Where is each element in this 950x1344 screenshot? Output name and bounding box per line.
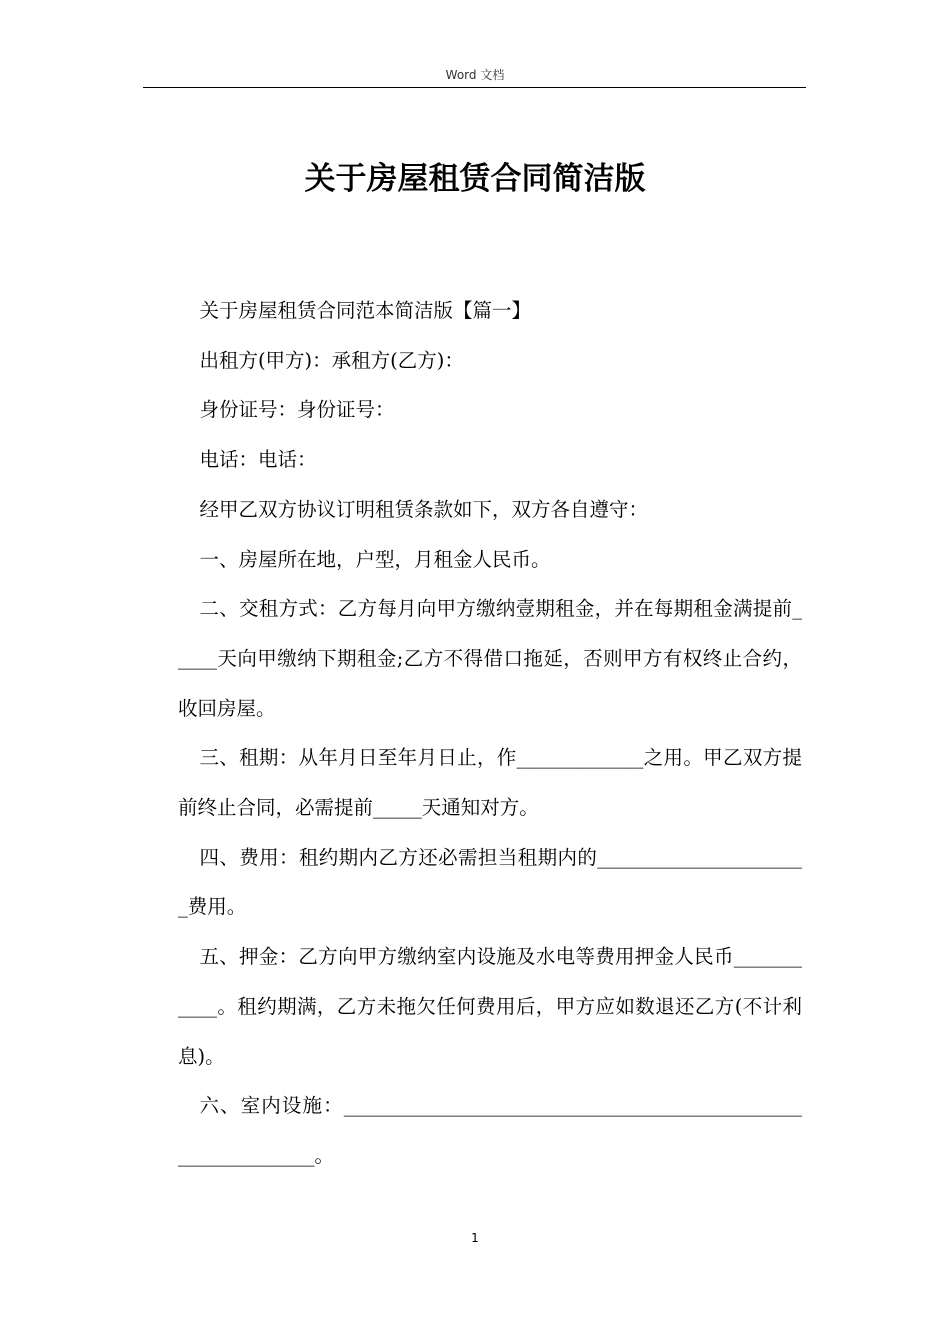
paragraph-phones: 电话：电话： (199, 448, 317, 472)
paragraph-clause-5: 五、押金：乙方向甲方缴纳室内设施及水电等费用押金人民币___________。租约期满，乙方未拖欠任何费用后，甲方应如数退还乙方(不计利息)。 (178, 945, 802, 1068)
document-body (178, 286, 802, 1181)
paragraph-clause-6: 六、室内设施：_____________________________________________________________。 (178, 1094, 802, 1167)
paragraph-section-heading: 关于房屋租赁合同范本简洁版【篇一】 (199, 299, 531, 322)
paragraph-id-numbers: 身份证号：身份证号： (199, 398, 395, 422)
paragraph-clause-2: 二、交租方式：乙方每月向甲方缴纳壹期租金，并在每期租金满提前_____天向甲缴纳下期租金;乙方不得借口拖延，否则甲方有权终止合约，收回房屋。 (178, 597, 802, 720)
paragraph-intro: 经甲乙双方协议订明租赁条款如下，双方各自遵守： (199, 497, 648, 521)
header-divider (143, 87, 806, 88)
document-title: 关于房屋租赁合同简洁版 (304, 161, 646, 197)
paragraph-clause-1: 一、房屋所在地，户型，月租金人民币。 (199, 547, 551, 571)
paragraph-clause-4: 四、费用：租约期内乙方还必需担当租期内的______________________费用。 (178, 845, 802, 919)
header-text: Word 文档 (445, 68, 505, 82)
page-number: 1 (471, 1231, 479, 1245)
paragraph-parties: 出租方(甲方)：承租方(乙方)： (199, 348, 464, 372)
paragraph-clause-3: 三、租期：从年月日至年月日止，作_____________之用。甲乙双方提前终止合同，必需提前_____天通知对方。 (178, 746, 802, 820)
